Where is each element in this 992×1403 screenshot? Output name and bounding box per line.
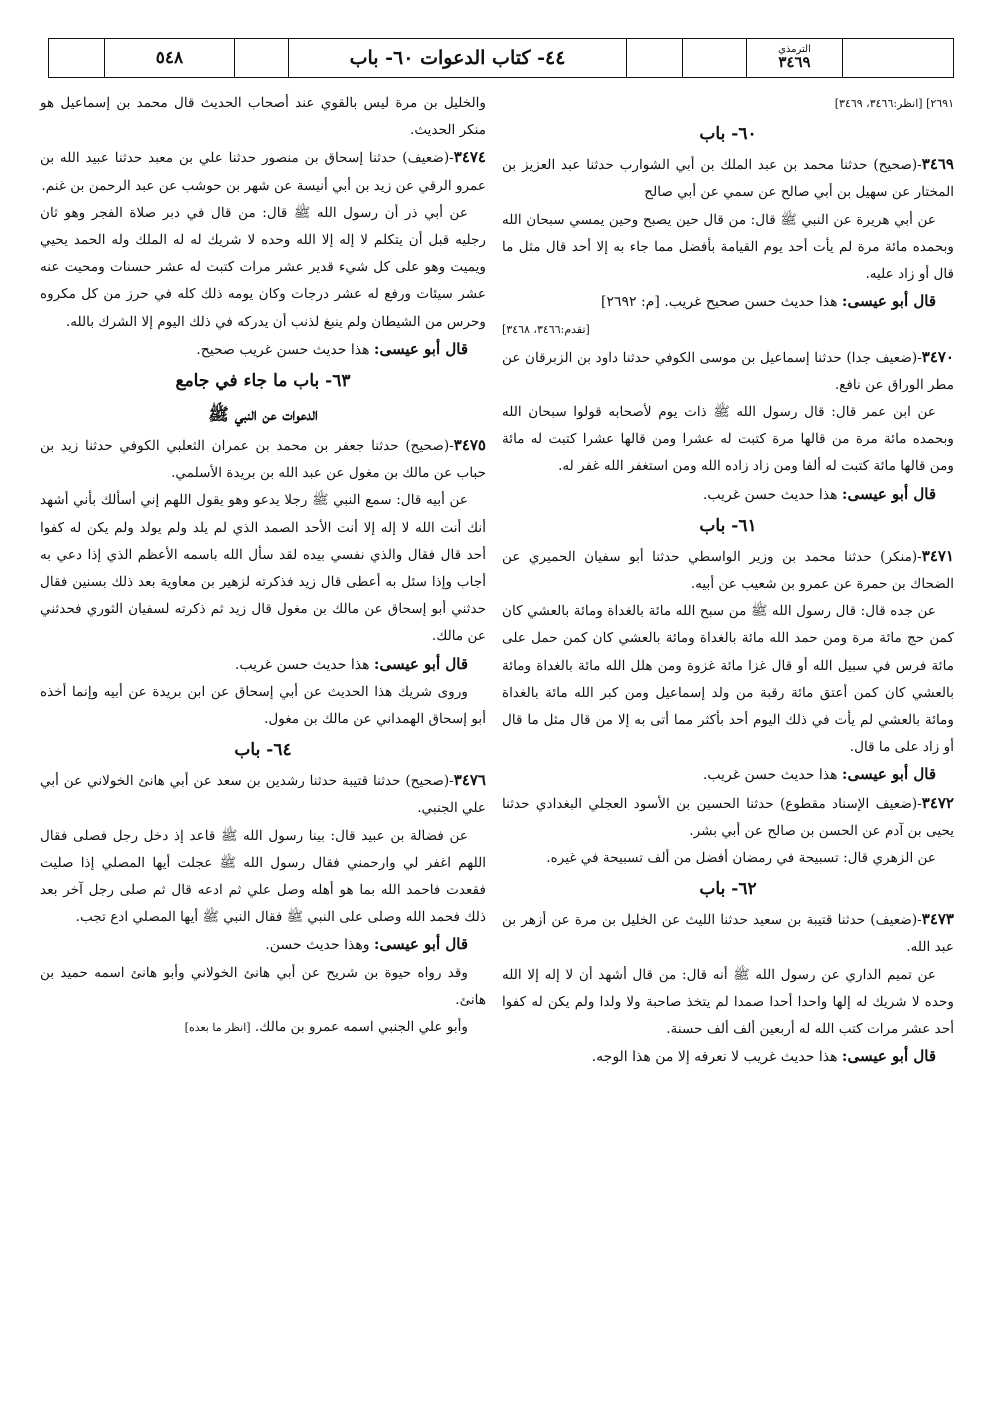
hadith-matn: عن أبي ذر أن رسول الله ﷺ قال: من قال في دبر صلاة الفجر وهو ثان رجليه قبل أن يتكلم لا إله إلا الله وحده لا شريك له له الملك وله الحمد يحيي ويميت وهو على كل شيء قدير عشر مرات كتبت له عشر حسنات ومحيت عنه عشر سيئات ورفع له عشر درجات وكان يومه ذلك كله في حرز من كل مكروه وحرس من الشيطان ولم ينبغ لذنب أن يدركه في ذلك اليوم إلا الشرك بالله. (40, 204, 486, 330)
book-name: الترمذي (778, 43, 811, 55)
hadith-matn: عن فضالة بن عبيد قال: بينا رسول الله ﷺ قاعد إذ دخل رجل فصلى فقال اللهم اغفر لي وارحمني فقال رسول الله ﷺ عجلت أيها المصلي إذا صليت فقعدت فاحمد الله بما هو أهله وصل علي ثم ادعه قال ثم صلى رجل آخر بعد ذلك فحمد الله وصلى على النبي ﷺ فقال النبي ﷺ أيها المصلي ادع تجب. (40, 827, 486, 926)
hadith-isnad: -(صحيح) حدثنا جعفر بن محمد بن عمران الثعلبي الكوفي حدثنا زيد بن حباب عن مالك بن مغول عن عبد الله بن بريدة الأسلمي. (40, 438, 486, 482)
hadith-number: ٣٤٧٣ (921, 910, 954, 929)
cross-reference: [انظر ما بعده] (184, 1021, 251, 1035)
hadith-isnad: -(صحيح) حدثنا محمد بن عبد الملك بن أبي الشوارب حدثنا عبد العزيز بن المختار عن سهيل بن أبي صالح عن سمي عن أبي صالح (502, 157, 954, 201)
top-reference: ٢٦٩١] [انظر:٣٤٦٦، ٣٤٦٩] (834, 97, 954, 110)
hadith-matn: عن أبيه قال: سمع النبي ﷺ رجلا يدعو وهو يقول اللهم إني أسألك بأني أشهد أنك أنت الله لا إله إلا أنت الأحد الصمد الذي لم يلد ولم يولد ولم يكن له كفوا أحد قال فقال والذي نفسي بيده لقد سأل الله باسمه الأعظم الذي إذا دعي به أجاب وإذا سئل به أعطى قال زيد فذكرته لزهير بن معاوية بعد ذلك بسنين فقال حدثني أبو إسحاق عن مالك بن مغول قال زيد ثم ذكرته لسفيان الثوري فحدثني عن مالك. (40, 492, 486, 645)
hadith-verdict (40, 651, 486, 679)
header-empty-cell (627, 39, 683, 77)
header-empty-cell (49, 39, 105, 77)
hadith-isnad: -(ضعيف الإسناد مقطوع) حدثنا الحسين بن الأسود العجلي البغدادي حدثنا يحيى بن آدم عن الحسن بن صالح عن أبي بشر. (502, 795, 954, 839)
hadith-matn: عن ابن عمر قال: قال رسول الله ﷺ ذات يوم لأصحابه قولوا سبحان الله وبحمده مائة مرة من قالها مرة كتبت له عشرا ومن قالها عشرا كتبت له مائة ومن قالها مائة كتبت له ألفا ومن زاد زاده الله ومن استغفر الله غفر له. (502, 404, 955, 475)
hadith-3475 (40, 432, 486, 487)
hadith-3474 (40, 144, 486, 199)
verdict-text: هذا حديث غريب لا نعرفه إلا من هذا الوجه. (591, 1049, 838, 1066)
hadith-range: ٣٤٦٩ (778, 53, 811, 72)
verdict-text: وهذا حديث حسن. (265, 937, 370, 954)
hadith-number: ٣٤٧٢ (921, 793, 954, 812)
verdict-text: هذا حديث حسن صحيح غريب. [م: ٢٦٩٢] (600, 294, 838, 311)
cross-reference: [تقدم:٣٤٦٦، ٣٤٦٨] (502, 323, 590, 337)
header-empty-cell (843, 39, 953, 77)
hadith-verdict (502, 1043, 954, 1071)
right-column (502, 90, 954, 1072)
hadith-3469 (502, 151, 954, 206)
header-book-cell (747, 39, 843, 77)
hadith-matn: عن جده قال: قال رسول الله ﷺ من سبح الله مائة بالغداة ومائة بالعشي كان كمن حج مائة مرة ومن حمد الله مائة بالغداة ومائة بالعشي كان كمن حمل على مائة فرس في سبيل الله أو قال غزا مائة غزوة ومن هلل الله مائة بالغداة ومائة بالعشي كان كمن أعتق مائة رقبة من ولد إسماعيل ومن كبر الله مائة بالغداة ومائة بالعشي لم يأت في ذلك اليوم أحد بأكثر مما أتى به إلا من قال مثل ما قال أو زاد على ما قال. (502, 603, 954, 756)
hadith-note: وأبو علي الجنبي اسمه عمرو بن مالك. (254, 1019, 468, 1036)
chapter-heading-61: ٦١- باب (699, 515, 757, 536)
chapter-heading-60: ٦٠- باب (699, 124, 757, 145)
page-number: ٥٤٨ (105, 39, 235, 77)
hadith-number: ٣٤٧١ (921, 546, 954, 565)
hadith-note: وروى شريك هذا الحديث عن أبي إسحاق عن ابن بريدة عن أبيه وإنما أخذه أبو إسحاق الهمداني عن مالك بن مغول. (40, 683, 486, 728)
chapter-heading-64: ٦٤- باب (234, 740, 292, 761)
verdict-text: هذا حديث حسن غريب. (702, 767, 838, 784)
hadith-note-with-ref (40, 1014, 486, 1041)
continuation-text: والخليل بن مرة ليس بالقوي عند أصحاب الحديث قال محمد بن إسماعيل هو منكر الحديث. (40, 95, 486, 139)
hadith-verdict (40, 931, 486, 959)
chapter-heading-62: ٦٢- باب (699, 879, 757, 900)
header-empty-cell (235, 39, 289, 77)
hadith-3472 (502, 790, 954, 845)
chapter-heading-63-line2: الدعوات عن النبي ﷺ (208, 405, 318, 426)
header-empty-cell (683, 39, 747, 77)
hadith-matn: عن أبي هريرة عن النبي ﷺ قال: من قال حين يصبح وحين يمسي سبحان الله وبحمده مائة مرة لم يأت أحد يوم القيامة بأفضل مما جاء به إلا أحد قال مثل ما قال أو زاد عليه. (502, 211, 954, 283)
verdict-label: قال أبو عيسى: (841, 484, 936, 503)
hadith-3470 (502, 344, 954, 399)
left-column (40, 90, 486, 1041)
hadith-verdict (40, 336, 486, 364)
page-title: ٤٤- كتاب الدعوات ٦٠- باب (289, 39, 627, 77)
chapter-heading-63-line1: ٦٣- باب ما جاء في جامع (175, 371, 351, 392)
hadith-verdict (502, 481, 954, 509)
hadith-3473 (502, 906, 954, 961)
hadith-verdict (502, 761, 954, 789)
verdict-label: قال أبو عيسى: (841, 1047, 936, 1066)
hadith-number: ٣٤٧٤ (453, 148, 486, 167)
verdict-text: هذا حديث حسن غريب. (702, 486, 838, 503)
verdict-label: قال أبو عيسى: (841, 292, 936, 311)
verdict-text: هذا حديث حسن غريب. (234, 656, 370, 673)
hadith-isnad: -(ضعيف جدا) حدثنا إسماعيل بن موسى الكوفي حدثنا داود بن الزبرقان عن مطر الوراق عن نافع. (502, 349, 954, 393)
hadith-matn: عن تميم الداري عن رسول الله ﷺ أنه قال: من قال أشهد أن لا إله إلا الله وحده لا شريك له إلها واحدا أحدا صمدا لم يتخذ صاحبة ولا ولدا ولم يكن له كفوا أحد عشر مرات كتب الله له أربعين ألف ألف حسنة. (502, 966, 954, 1038)
hadith-3471 (502, 543, 954, 598)
hadith-isnad: -(ضعيف) حدثنا قتيبة بن سعيد حدثنا الليث عن الخليل بن مرة عن أزهر بن عبد الله. (502, 912, 954, 956)
hadith-number: ٣٤٧٠ (921, 347, 954, 366)
hadith-number: ٣٤٧٥ (453, 436, 486, 455)
hadith-isnad: -(صحيح) حدثنا قتيبة حدثنا رشدين بن سعد عن أبي هانئ الخولاني عن أبي علي الجنبي. (40, 773, 486, 817)
verdict-label: قال أبو عيسى: (373, 935, 468, 954)
verdict-text: هذا حديث حسن غريب صحيح. (196, 341, 370, 358)
hadith-isnad: -(ضعيف) حدثنا إسحاق بن منصور حدثنا علي بن معبد حدثنا عبيد الله بن عمرو الرقي عن زيد بن أبي أنيسة عن شهر بن حوشب عن عبد الرحمن بن غنم. (40, 150, 486, 194)
page-header (48, 38, 954, 78)
hadith-verdict (502, 288, 954, 316)
hadith-note: وقد رواه حيوة بن شريح عن أبي هانئ الخولاني وأبو هانئ اسمه حميد بن هانئ. (40, 964, 486, 1008)
hadith-number: ٣٤٧٦ (453, 771, 486, 790)
hadith-3476 (40, 767, 486, 822)
hadith-matn: عن الزهري قال: تسبيحة في رمضان أفضل من ألف تسبيحة في غيره. (546, 850, 936, 867)
verdict-label: قال أبو عيسى: (373, 654, 468, 673)
verdict-label: قال أبو عيسى: (373, 339, 468, 358)
verdict-label: قال أبو عيسى: (841, 765, 936, 784)
hadith-number: ٣٤٦٩ (921, 155, 954, 174)
hadith-isnad: -(منكر) حدثنا محمد بن وزير الواسطي حدثنا أبو سفيان الحميري عن الضحاك بن حمرة عن عمرو بن شعيب عن أبيه. (502, 548, 954, 593)
